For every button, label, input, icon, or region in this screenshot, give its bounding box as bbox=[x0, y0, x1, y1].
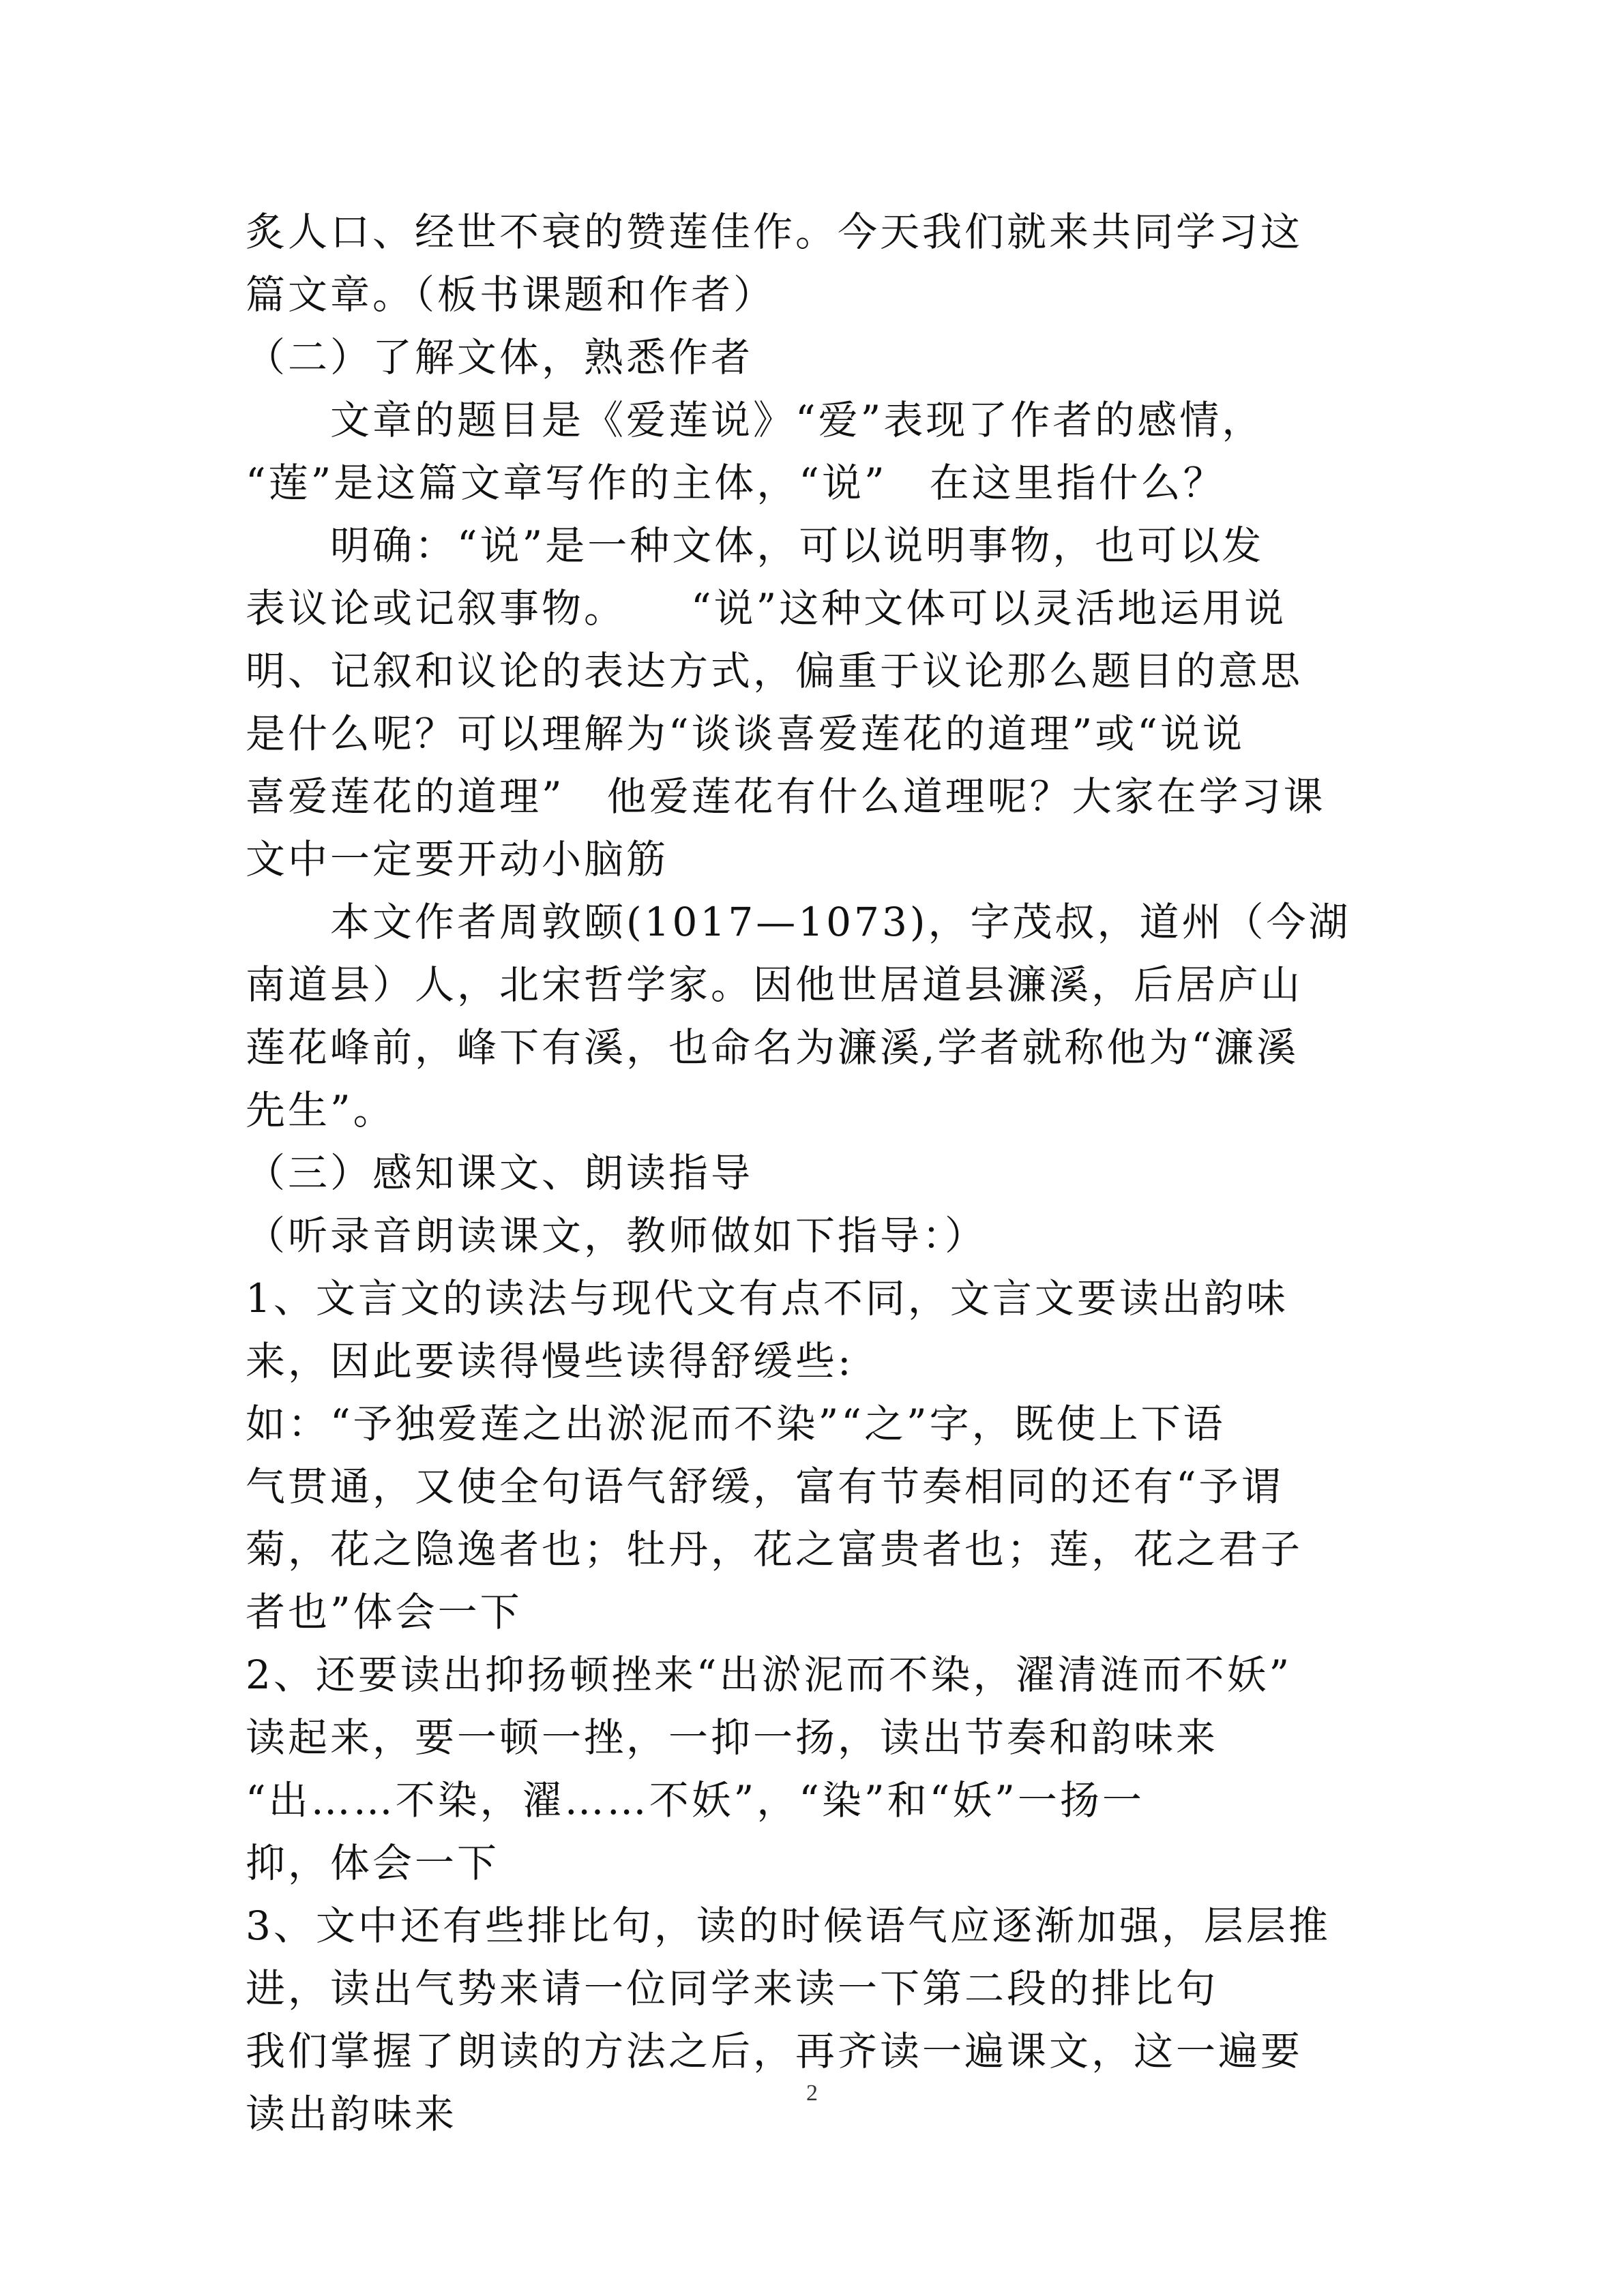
body-line-13: 南道县）人，北宋哲学家。因他世居道县濂溪，后居庐山 bbox=[246, 961, 1303, 1008]
body-line-25: 读起来，要一顿一挫，一抑一扬，读出节奏和韵味来 bbox=[246, 1714, 1219, 1761]
body-line-22: 菊，花之隐逸者也；牡丹，花之富贵者也；莲，花之君子 bbox=[246, 1526, 1303, 1572]
body-line-5: “莲”是这篇文章写作的主体，“说” 在这里指什么？ bbox=[246, 460, 1226, 506]
body-line-26: “出……不染，濯……不妖”，“染”和“妖”一扬一 bbox=[246, 1777, 1145, 1823]
body-line-8: 明、记叙和议论的表达方式，偏重于议论那么题目的意思 bbox=[246, 648, 1303, 694]
body-line-27: 抑，体会一下 bbox=[246, 1840, 500, 1886]
body-line-29: 进，读出气势来请一位同学来读一下第二段的排比句 bbox=[246, 1965, 1219, 2012]
body-line-4: 文章的题目是《爱莲说》“爱”表现了作者的感情， bbox=[246, 397, 1265, 443]
body-line-28: 3、文中还有些排比句，读的时候语气应逐渐加强，层层推 bbox=[246, 1903, 1331, 1949]
body-line-9: 是什么呢？可以理解为“谈谈喜爱莲花的道理”或“说说 bbox=[246, 711, 1245, 757]
section-heading-2: （二）了解文体，熟悉作者 bbox=[246, 334, 754, 381]
body-line-14: 莲花峰前，峰下有溪，也命名为濂溪,学者就称他为“濂溪 bbox=[246, 1024, 1299, 1071]
body-line-19: 来，因此要读得慢些读得舒缓些: bbox=[246, 1338, 854, 1384]
body-line-24: 2、还要读出抑扬顿挫来“出淤泥而不染，濯清涟而不妖” bbox=[246, 1652, 1293, 1698]
body-line-31: 读出韵味来 bbox=[246, 2091, 458, 2137]
body-line-11: 文中一定要开动小脑筋 bbox=[246, 836, 669, 882]
body-line-7: 表议论或记叙事物。 “说”这种文体可以灵活地运用说 bbox=[246, 585, 1287, 631]
body-line-30: 我们掌握了朗读的方法之后，再齐读一遍课文，这一遍要 bbox=[246, 2028, 1303, 2074]
body-line-21: 气贯通，又使全句语气舒缓，富有节奏相同的还有“予谓 bbox=[246, 1463, 1284, 1510]
body-line-20: 如：“予独爱莲之出淤泥而不染”“之”字，既使上下语 bbox=[246, 1401, 1226, 1447]
body-line-1: 炙人口、经世不衰的赞莲佳作。今天我们就来共同学习这 bbox=[246, 209, 1303, 255]
body-line-12: 本文作者周敦颐(1017—1073)，字茂叔，道州（今湖 bbox=[246, 899, 1351, 945]
section-heading-3: （三）感知课文、朗读指导 bbox=[246, 1150, 754, 1196]
body-line-15: 先生”。 bbox=[246, 1087, 396, 1133]
body-line-23: 者也”体会一下 bbox=[246, 1589, 522, 1635]
body-line-17: （听录音朗读课文，教师做如下指导：） bbox=[246, 1212, 988, 1259]
body-line-2: 篇文章。（板书课题和作者） bbox=[246, 271, 776, 318]
body-line-10: 喜爱莲花的道理” 他爱莲花有什么道理呢？大家在学习课 bbox=[246, 773, 1326, 820]
body-line-18: 1、文言文的读法与现代文有点不同，文言文要读出韵味 bbox=[246, 1275, 1288, 1322]
page-number: 2 bbox=[806, 2081, 818, 2106]
body-line-6: 明确：“说”是一种文体，可以说明事物，也可以发 bbox=[246, 522, 1265, 569]
